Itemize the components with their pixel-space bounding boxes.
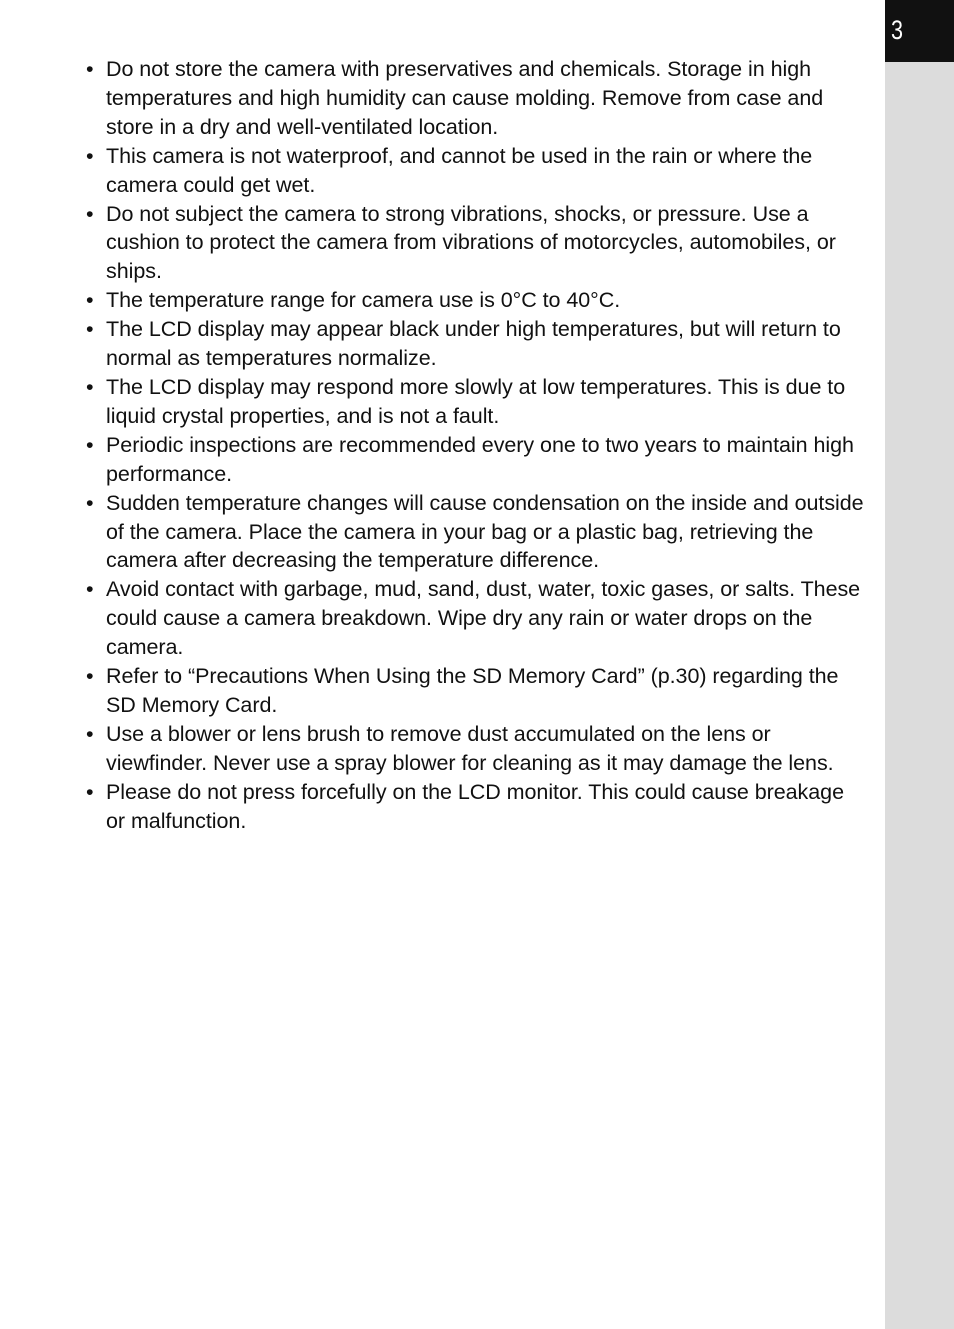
bullet: • bbox=[86, 288, 94, 313]
list-item-text: The temperature range for camera use is 0°C to 40°C. bbox=[106, 288, 621, 313]
list-item-text: Do not subject the camera to strong vibrations, shocks, or pressure. Use a cushion to protect the camera from vibrations of motorcycles, automobiles, or ships. bbox=[106, 201, 836, 284]
page-content bbox=[86, 55, 868, 835]
list-item bbox=[86, 662, 868, 720]
list-item-text: Please do not press forcefully on the LCD monitor. This could cause breakage or malfunction. bbox=[106, 779, 844, 833]
bullet: • bbox=[86, 721, 94, 746]
bullet: • bbox=[86, 432, 94, 457]
bullet: • bbox=[86, 577, 94, 602]
list-item bbox=[86, 55, 868, 142]
list-item bbox=[86, 142, 868, 200]
page-number-box bbox=[885, 0, 954, 62]
bullet: • bbox=[86, 201, 94, 226]
list-item-text: This camera is not waterproof, and cannot be used in the rain or where the camera could get wet. bbox=[106, 143, 813, 197]
list-item-text: Do not store the camera with preservatives and chemicals. Storage in high temperatures and high humidity can cause molding. Remove from case and store in a dry and well-ventilated location. bbox=[106, 57, 824, 139]
list-item-text: The LCD display may appear black under high temperatures, but will return to normal as temperatures normalize. bbox=[106, 317, 841, 371]
list-item bbox=[86, 373, 868, 431]
list-item-text: Refer to “Precautions When Using the SD Memory Card” (p.30) regarding the SD Memory Card. bbox=[106, 664, 839, 717]
list-item bbox=[86, 720, 868, 778]
list-item bbox=[86, 431, 868, 489]
list-item-text: Avoid contact with garbage, mud, sand, dust, water, toxic gases, or salts. These could cause a camera breakdown. Wipe dry any rain or water drops on the camera. bbox=[106, 577, 861, 660]
bullet: • bbox=[86, 57, 94, 81]
precautions-list bbox=[86, 55, 868, 835]
bullet: • bbox=[86, 374, 94, 399]
list-item-text: Use a blower or lens brush to remove dust accumulated on the lens or viewfinder. Never use a spray blower for cleaning as it may damage the lens. bbox=[106, 721, 834, 775]
list-item-text: The LCD display may respond more slowly at low temperatures. This is due to liquid crystal properties, and is not a fault. bbox=[106, 374, 846, 428]
bullet: • bbox=[86, 317, 94, 342]
list-item-text: Sudden temperature changes will cause condensation on the inside and outside of the camera. Place the camera in your bag or a plastic bag, retrieving the camera after decreasing the temperature difference. bbox=[106, 490, 864, 573]
bullet: • bbox=[86, 664, 94, 689]
list-item bbox=[86, 489, 868, 576]
side-tab bbox=[885, 0, 954, 1329]
list-item bbox=[86, 778, 868, 836]
list-item bbox=[86, 286, 868, 315]
list-item bbox=[86, 315, 868, 373]
bullet: • bbox=[86, 779, 94, 804]
bullet: • bbox=[86, 490, 94, 515]
bullet: • bbox=[86, 143, 94, 168]
page-number: 3 bbox=[891, 15, 904, 45]
list-item-text: Periodic inspections are recommended every one to two years to maintain high performance. bbox=[106, 432, 854, 486]
list-item bbox=[86, 200, 868, 287]
list-item bbox=[86, 575, 868, 662]
